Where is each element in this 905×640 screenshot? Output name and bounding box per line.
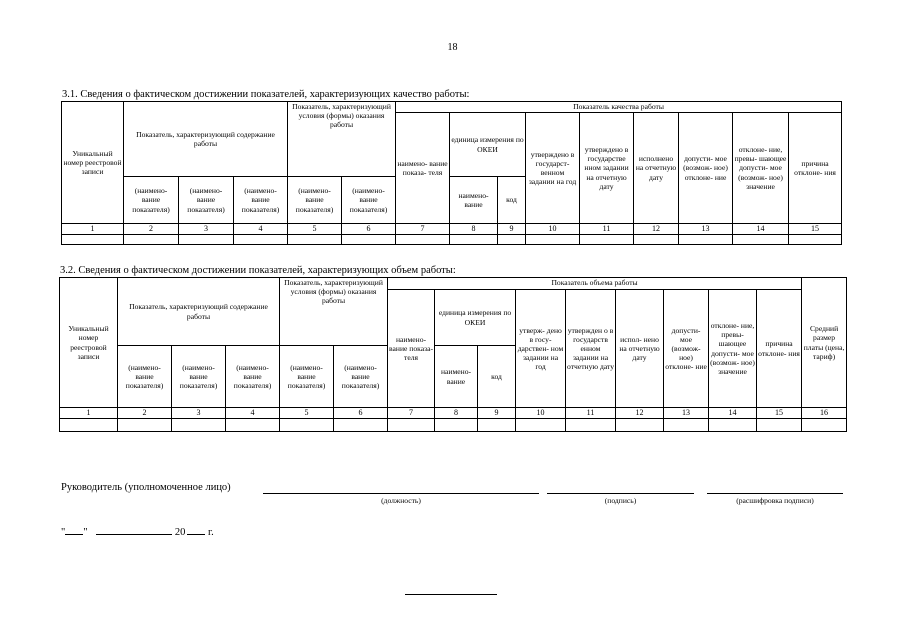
sub-indicator-name: (наимено- вание показателя) <box>342 177 396 224</box>
col-number: 13 <box>679 224 733 235</box>
empty-data-row <box>62 234 842 244</box>
col-executed: исполнено на отчетную дату <box>634 113 679 224</box>
col-approved-date: утвержден о в государств енном задании на отчетную дату <box>566 290 616 408</box>
col-number: 11 <box>580 224 634 235</box>
col-number: 6 <box>334 408 388 419</box>
col-number: 15 <box>789 224 842 235</box>
col-number: 8 <box>435 408 478 419</box>
col-group-volume: Показатель объема работы <box>388 278 802 290</box>
col-reason: причина отклоне- ния <box>789 113 842 224</box>
col-number: 2 <box>124 224 179 235</box>
signature-label: Руководитель (уполномоченное лицо) <box>61 482 231 493</box>
footnote-separator <box>405 594 497 595</box>
section2-title: 3.2. Сведения о фактическом достижении показателей, характеризующих объем работы: <box>60 265 456 276</box>
col-number: 3 <box>172 408 226 419</box>
col-number: 9 <box>498 224 526 235</box>
sub-indicator-name: (наимено- вание показателя) <box>118 346 172 408</box>
sub-indicator-name: (наимено- вание показателя) <box>179 177 234 224</box>
signature-caption: (подпись) <box>604 496 637 505</box>
col-unit-code: код <box>478 346 516 408</box>
col-conditions: Показатель, характеризующий условия (формы) оказания работы <box>288 102 396 177</box>
column-numbers-row <box>62 224 842 235</box>
col-content: Показатель, характеризующий содержание работы <box>124 102 288 177</box>
col-excess-deviation: отклоне- ние, превы- шающее допусти- мое (возмож- ное) значение <box>709 290 757 408</box>
col-number: 11 <box>566 408 616 419</box>
sub-indicator-name: (наимено- вание показателя) <box>334 346 388 408</box>
col-number: 10 <box>526 224 580 235</box>
col-number: 7 <box>388 408 435 419</box>
col-number: 5 <box>280 408 334 419</box>
col-conditions: Показатель, характеризующий условия (формы) оказания работы <box>280 278 388 346</box>
col-number: 3 <box>179 224 234 235</box>
col-reason: причина отклоне- ния <box>757 290 802 408</box>
date-line <box>61 524 214 538</box>
quality-table <box>61 101 842 245</box>
position-line[interactable] <box>263 493 539 494</box>
signature-line[interactable] <box>547 493 694 494</box>
sub-indicator-name: (наимено- вание показателя) <box>226 346 280 408</box>
volume-table <box>59 277 847 432</box>
col-number: 2 <box>118 408 172 419</box>
col-number: 4 <box>226 408 280 419</box>
col-number: 15 <box>757 408 802 419</box>
column-numbers-row <box>60 408 847 419</box>
sub-indicator-name: (наимено- вание показателя) <box>288 177 342 224</box>
col-unique-number: Уникальный номер реестровой записи <box>62 102 124 224</box>
col-unit-name: наимено- вание <box>435 346 478 408</box>
col-number: 13 <box>664 408 709 419</box>
day-blank[interactable] <box>65 524 83 535</box>
empty-data-row <box>60 419 847 432</box>
col-indicator-name: наимено- вание показа- теля <box>396 113 450 224</box>
col-number: 9 <box>478 408 516 419</box>
col-number: 14 <box>733 224 789 235</box>
sub-indicator-name: (наимено- вание показателя) <box>124 177 179 224</box>
col-unit: единица измерения по ОКЕИ <box>450 113 526 177</box>
col-number: 10 <box>516 408 566 419</box>
col-indicator-name: наимено- вание показа- теля <box>388 290 435 408</box>
quote-open: " <box>61 527 66 538</box>
col-number: 1 <box>60 408 118 419</box>
col-content: Показатель, характеризующий содержание работы <box>118 278 280 346</box>
col-unit: единица измерения по ОКЕИ <box>435 290 516 346</box>
decoding-line[interactable] <box>707 493 843 494</box>
col-number: 8 <box>450 224 498 235</box>
col-unit-code: код <box>498 177 526 224</box>
year-blank[interactable] <box>187 524 205 535</box>
col-approved-date: утверждено в государстве нном задании на отчетную дату <box>580 113 634 224</box>
col-unit-name: наимено- вание <box>450 177 498 224</box>
year-prefix: 20 <box>174 527 186 538</box>
col-number: 14 <box>709 408 757 419</box>
col-unique-number: Уникальный номер реестровой записи <box>60 278 118 408</box>
col-number: 12 <box>616 408 664 419</box>
col-number: 1 <box>62 224 124 235</box>
col-number: 7 <box>396 224 450 235</box>
position-caption: (должность) <box>381 496 421 505</box>
col-allowed-deviation: допусти- мое (возмож- ное) отклоне- ние <box>664 290 709 408</box>
decoding-caption: (расшифровка подписи) <box>736 496 814 505</box>
col-number: 12 <box>634 224 679 235</box>
section1-title: 3.1. Сведения о фактическом достижении показателей, характеризующих качество работы: <box>62 89 470 100</box>
month-blank[interactable] <box>96 524 172 535</box>
year-suffix: г. <box>207 527 214 538</box>
col-number: 6 <box>342 224 396 235</box>
col-number: 4 <box>234 224 288 235</box>
col-allowed-deviation: допусти- мое (возмож- ное) отклоне- ние <box>679 113 733 224</box>
col-excess-deviation: отклоне- ние, превы- шающее допусти- мое (возмож- ное) значение <box>733 113 789 224</box>
col-number: 16 <box>802 408 847 419</box>
col-approved-year: утверж- дено в госу- дарствен- ном задании на год <box>516 290 566 408</box>
page-number: 18 <box>447 42 458 53</box>
sub-indicator-name: (наимено- вание показателя) <box>172 346 226 408</box>
sub-indicator-name: (наимено- вание показателя) <box>234 177 288 224</box>
col-approved-year: утверждено в государст- венном задании на год <box>526 113 580 224</box>
quote-close: " <box>83 527 88 538</box>
col-executed: испол- нено на отчетную дату <box>616 290 664 408</box>
col-average-price: Средний размер платы (цена, тариф) <box>802 278 847 408</box>
col-number: 5 <box>288 224 342 235</box>
col-group-quality: Показатель качества работы <box>396 102 842 113</box>
sub-indicator-name: (наимено- вание показателя) <box>280 346 334 408</box>
